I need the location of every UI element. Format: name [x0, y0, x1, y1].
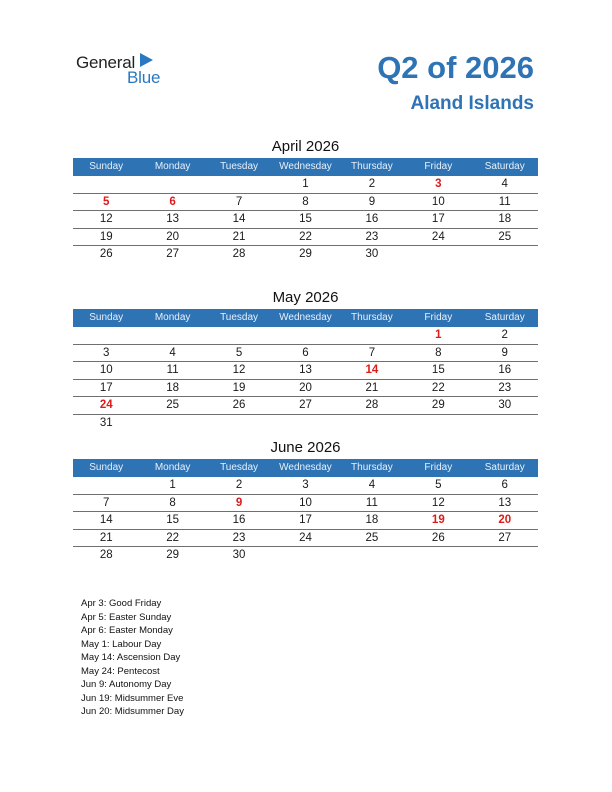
day-cell: 8	[169, 496, 176, 509]
day-cell: 15	[431, 364, 445, 377]
day-cell: 30	[365, 248, 379, 261]
weekday-label: Sunday	[89, 161, 124, 172]
day-cell	[339, 327, 405, 344]
day-cell: 27	[166, 248, 180, 261]
weekday-label: Tuesday	[220, 312, 259, 323]
holiday-list-item: Jun 9: Autonomy Day	[81, 679, 172, 690]
day-cell: 19	[99, 230, 113, 243]
week-row	[73, 211, 538, 229]
day-cell: 12	[431, 496, 445, 509]
day-cell: 18	[166, 381, 180, 394]
day-cell: 11	[166, 364, 179, 377]
day-cell: 29	[431, 399, 445, 412]
month-title: June 2026	[270, 439, 341, 456]
day-cell: 4	[368, 479, 376, 491]
day-cell: 24	[431, 230, 445, 243]
week-row	[73, 327, 538, 345]
holiday-list-item: Apr 6: Easter Monday	[81, 625, 173, 636]
holiday-day-cell: 5	[103, 195, 110, 208]
weekday-label: Monday	[154, 462, 191, 473]
day-cell: 2	[368, 178, 376, 190]
day-cell: 22	[299, 230, 312, 243]
holiday-list-item: Apr 5: Easter Sunday	[81, 611, 172, 623]
day-cell: 14	[99, 514, 113, 527]
day-cell: 23	[365, 230, 379, 243]
holiday-list-item: Jun 19: Midsummer Eve	[81, 692, 184, 704]
weekday-label: Thursday	[351, 161, 393, 172]
day-cell: 13	[299, 364, 312, 377]
day-cell: 9	[368, 195, 376, 208]
day-cell	[339, 547, 405, 565]
day-cell: 28	[365, 399, 379, 412]
month-title: May 2026	[272, 289, 339, 306]
holiday-list-item: Apr 3: Good Friday	[81, 598, 162, 609]
day-cell	[73, 176, 139, 193]
day-cell: 5	[235, 346, 243, 359]
day-cell: 28	[99, 549, 113, 562]
day-cell: 17	[431, 213, 445, 226]
logo-blue-text: Blue	[127, 68, 161, 87]
logo-flag-icon	[140, 53, 153, 67]
day-cell: 18	[365, 514, 379, 527]
day-cell: 1	[302, 178, 309, 190]
day-cell: 9	[501, 346, 508, 359]
day-cell	[73, 477, 139, 494]
day-cell: 10	[431, 195, 445, 208]
day-cell: 8	[302, 195, 309, 208]
day-cell: 7	[368, 346, 376, 359]
day-cell: 10	[99, 364, 113, 377]
day-cell: 26	[232, 399, 246, 412]
holiday-list-item: May 1: Labour Day	[81, 638, 162, 650]
day-cell: 21	[232, 230, 246, 243]
weekday-header-row	[73, 309, 538, 327]
day-cell: 27	[498, 531, 512, 544]
day-cell	[139, 327, 205, 344]
month-june	[73, 437, 538, 565]
weekday-label: Sunday	[89, 312, 124, 323]
day-cell: 16	[498, 364, 512, 377]
day-cell: 25	[365, 531, 379, 544]
holiday-day-cell: 6	[169, 195, 176, 208]
weekday-header-row	[73, 459, 538, 477]
day-cell: 30	[498, 399, 512, 412]
day-cell: 18	[498, 213, 512, 226]
weekday-header-row	[73, 158, 538, 176]
day-cell: 6	[302, 346, 309, 359]
month-grid	[73, 459, 538, 565]
day-cell: 26	[431, 531, 445, 544]
holiday-day-cell: 9	[235, 496, 243, 509]
day-cell	[472, 547, 538, 565]
weekday-label: Tuesday	[220, 161, 259, 172]
holiday-list	[81, 597, 184, 719]
day-cell: 23	[232, 531, 246, 544]
day-cell: 6	[501, 479, 508, 491]
page-title: Q2 of 2026	[377, 50, 534, 85]
day-cell: 28	[232, 248, 246, 261]
day-cell: 15	[299, 213, 312, 226]
weekday-label: Monday	[154, 161, 191, 172]
weekday-label: Wednesday	[279, 161, 332, 172]
day-cell	[405, 415, 471, 433]
day-cell: 1	[169, 479, 176, 491]
day-cell: 7	[235, 195, 243, 208]
day-cell: 29	[166, 549, 180, 562]
weekday-label: Tuesday	[220, 462, 259, 473]
holiday-list-item: May 14: Ascension Day	[81, 652, 181, 663]
weekday-label: Monday	[154, 312, 191, 323]
month-title: April 2026	[271, 138, 340, 155]
day-cell	[272, 415, 338, 433]
day-cell: 25	[498, 230, 512, 243]
day-cell: 24	[299, 531, 312, 544]
day-cell: 20	[299, 381, 312, 394]
day-cell: 22	[431, 381, 445, 394]
weekday-label: Saturday	[484, 462, 525, 473]
weekday-label: Thursday	[351, 462, 393, 473]
day-cell	[206, 327, 272, 344]
day-cell: 11	[498, 195, 511, 208]
week-row	[73, 362, 538, 380]
weekday-label: Friday	[424, 462, 453, 473]
weekday-label: Wednesday	[279, 462, 332, 473]
day-cell: 16	[365, 213, 379, 226]
day-cell: 23	[498, 381, 512, 394]
day-cell: 21	[99, 531, 113, 544]
day-cell: 8	[435, 346, 442, 359]
holiday-list-item: Jun 20: Midsummer Day	[81, 706, 184, 717]
day-cell: 17	[99, 381, 113, 394]
week-row	[73, 345, 538, 363]
weekday-label: Friday	[424, 161, 453, 172]
weekday-label: Saturday	[484, 161, 525, 172]
week-row	[73, 530, 538, 548]
day-cell: 12	[99, 213, 113, 226]
week-row	[73, 547, 538, 565]
day-cell: 10	[299, 496, 312, 509]
week-row	[73, 246, 538, 264]
generalblue-logo	[76, 53, 176, 89]
day-cell	[272, 547, 338, 565]
day-cell	[206, 415, 272, 433]
day-cell	[405, 547, 471, 565]
day-cell: 16	[232, 514, 246, 527]
day-cell	[339, 415, 405, 433]
week-row	[73, 194, 538, 212]
day-cell: 4	[169, 346, 176, 359]
day-cell	[73, 327, 139, 344]
day-cell: 11	[365, 496, 378, 509]
day-cell: 27	[299, 399, 312, 412]
day-cell: 15	[166, 514, 180, 527]
weekday-label: Sunday	[89, 462, 124, 473]
day-cell	[472, 415, 538, 433]
day-cell: 20	[166, 230, 180, 243]
day-cell: 4	[501, 178, 508, 190]
day-cell: 31	[99, 416, 113, 429]
day-cell	[206, 176, 272, 193]
day-cell: 25	[166, 399, 180, 412]
page-subtitle: Aland Islands	[410, 93, 534, 114]
week-row	[73, 495, 538, 513]
day-cell: 2	[501, 329, 508, 341]
holiday-day-cell: 19	[431, 514, 445, 527]
day-cell	[272, 327, 338, 344]
week-row	[73, 176, 538, 194]
day-cell: 3	[103, 346, 110, 359]
day-cell: 19	[232, 381, 246, 394]
holiday-day-cell: 20	[498, 514, 512, 527]
day-cell	[139, 176, 205, 193]
week-row	[73, 397, 538, 415]
week-row	[73, 512, 538, 530]
day-cell	[405, 246, 471, 264]
day-cell	[472, 246, 538, 264]
day-cell: 26	[99, 248, 113, 261]
holiday-day-cell: 1	[435, 329, 442, 341]
day-cell: 13	[498, 496, 512, 509]
day-cell: 5	[435, 479, 442, 491]
weekday-label: Saturday	[484, 312, 525, 323]
day-cell: 22	[166, 531, 180, 544]
day-cell: 14	[232, 213, 246, 226]
week-row	[73, 229, 538, 247]
day-cell: 17	[299, 514, 312, 527]
weekday-label: Wednesday	[279, 312, 332, 323]
day-cell: 29	[299, 248, 312, 261]
holiday-day-cell: 24	[99, 399, 113, 412]
day-cell: 12	[232, 364, 246, 377]
day-cell: 7	[103, 496, 110, 509]
weekday-label: Friday	[424, 312, 453, 323]
day-cell: 2	[235, 479, 243, 491]
holiday-list-item: May 24: Pentecost	[81, 665, 160, 677]
holiday-day-cell: 14	[365, 364, 379, 377]
weekday-label: Thursday	[351, 312, 393, 323]
month-grid	[73, 158, 538, 264]
week-row	[73, 477, 538, 495]
day-cell: 21	[365, 381, 379, 394]
week-row	[73, 380, 538, 398]
logo-general-text: General	[76, 53, 136, 72]
month-grid	[73, 309, 538, 433]
day-cell: 3	[302, 479, 309, 491]
month-may	[73, 287, 538, 433]
day-cell: 13	[166, 213, 180, 226]
day-cell: 30	[232, 549, 246, 562]
week-row	[73, 415, 538, 433]
holiday-day-cell: 3	[435, 178, 442, 190]
day-cell	[139, 415, 205, 433]
month-april	[73, 136, 538, 264]
